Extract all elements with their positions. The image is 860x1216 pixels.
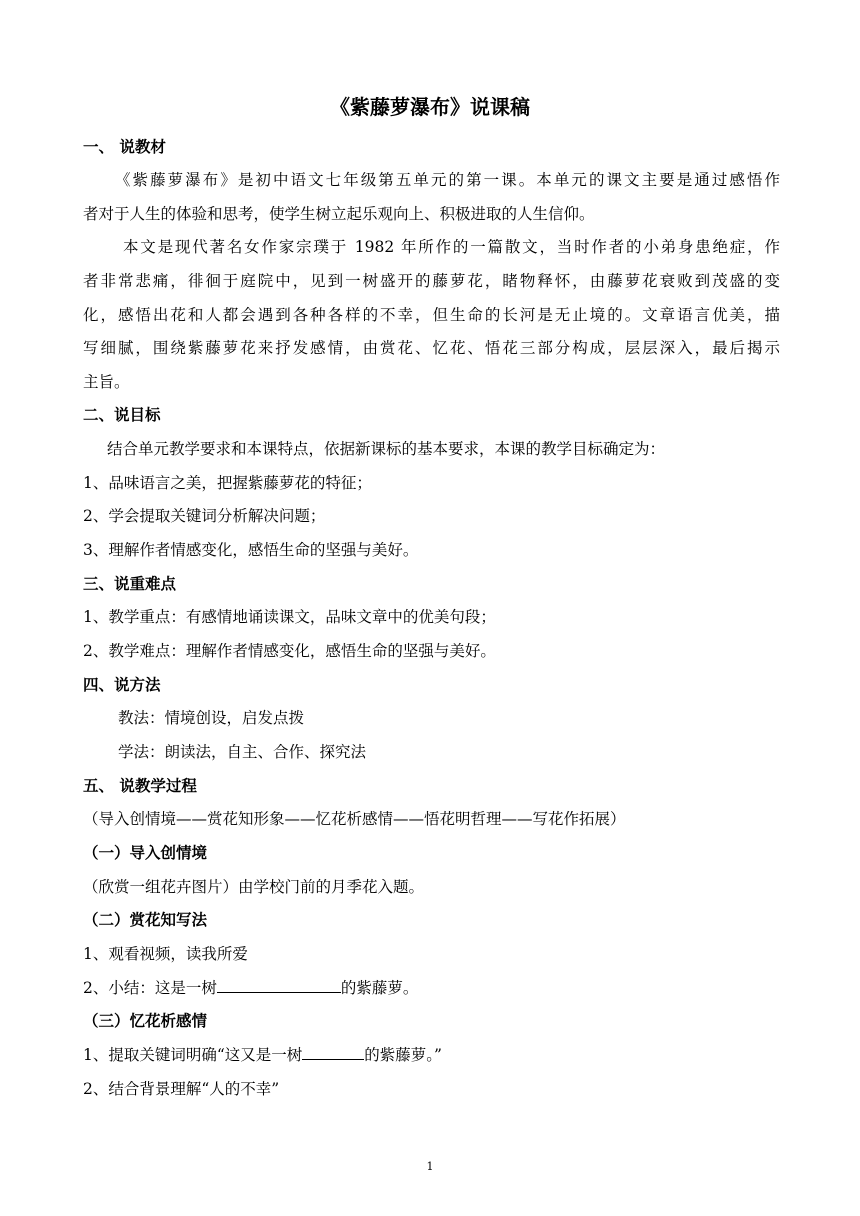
list-item: 1、观看视频，读我所爱 — [83, 945, 248, 963]
paragraph-line: 主旨。 — [83, 373, 130, 391]
section-heading-process: 五、 说教学过程 — [83, 777, 197, 795]
process-flow: （导入创情境——赏花知形象——忆花析感情——悟花明哲理——写花作拓展） — [83, 810, 626, 828]
paragraph-line: 写细腻，围绕紫藤萝花来抒发感情，由赏花、忆花、悟花三部分构成，层层深入，最后揭示 — [83, 339, 780, 357]
list-item-with-blank — [83, 1045, 442, 1065]
section-heading-methods: 四、说方法 — [83, 676, 161, 694]
paragraph-line: 本文是现代著名女作家宗璞于 1982 年所作的一篇散文，当时作者的小弟身患绝症，作 — [123, 238, 780, 256]
paragraph-line: 者非常悲痛，徘徊于庭院中，见到一树盛开的藤萝花，睹物释怀，由藤萝花衰败到茂盛的变 — [83, 272, 780, 290]
key-point-item: 2、教学难点：理解作者情感变化，感悟生命的坚强与美好。 — [83, 642, 496, 660]
paragraph-line: 者对于人生的体验和思考，使学生树立起乐观向上、积极进取的人生信仰。 — [83, 205, 595, 223]
learning-method: 学法：朗读法，自主、合作、探究法 — [118, 743, 367, 761]
section-heading-objectives: 二、说目标 — [83, 406, 161, 424]
list-item: 2、结合背景理解“人的不幸” — [83, 1080, 280, 1098]
subsection-text: （欣赏一组花卉图片）由学校门前的月季花入题。 — [83, 878, 425, 896]
document-title: 《紫藤萝瀑布》说课稿 — [330, 95, 530, 119]
fill-in-blank — [217, 978, 341, 993]
text-before-blank: 1、提取关键词明确“这又是一树 — [83, 1046, 303, 1064]
objective-item: 1、品味语言之美，把握紫藤萝花的特征； — [83, 474, 372, 492]
subsection-heading: （二）赏花知写法 — [83, 911, 208, 929]
fill-in-blank — [302, 1045, 364, 1060]
teaching-method: 教法：情境创设，启发点拨 — [118, 709, 305, 727]
subsection-heading: （一）导入创情境 — [83, 844, 208, 862]
text-before-blank: 2、小结：这是一树 — [83, 979, 217, 997]
paragraph-line: 化，感悟出花和人都会遇到各种各样的不幸，但生命的长河是无止境的。文章语言优美，描 — [83, 306, 780, 324]
page-number: 1 — [426, 1160, 434, 1173]
subsection-heading: （三）忆花析感情 — [83, 1012, 208, 1030]
list-item-with-blank — [83, 978, 418, 998]
text-after-blank: 的紫藤萝。 — [340, 979, 419, 997]
paragraph-line: 《紫藤萝瀑布》是初中语文七年级第五单元的第一课。本单元的课文主要是通过感悟作 — [115, 171, 780, 189]
text-after-blank: 的紫藤萝。” — [364, 1046, 442, 1064]
objectives-intro: 结合单元教学要求和本课特点，依据新课标的基本要求，本课的教学目标确定为： — [107, 440, 666, 458]
section-heading-key-points: 三、说重难点 — [83, 575, 177, 593]
objective-item: 2、学会提取关键词分析解决问题； — [83, 507, 326, 525]
key-point-item: 1、教学重点：有感情地诵读课文，品味文章中的优美句段； — [83, 608, 496, 626]
section-heading-textbook: 一、 说教材 — [83, 138, 166, 156]
objective-item: 3、理解作者情感变化，感悟生命的坚强与美好。 — [83, 541, 419, 559]
